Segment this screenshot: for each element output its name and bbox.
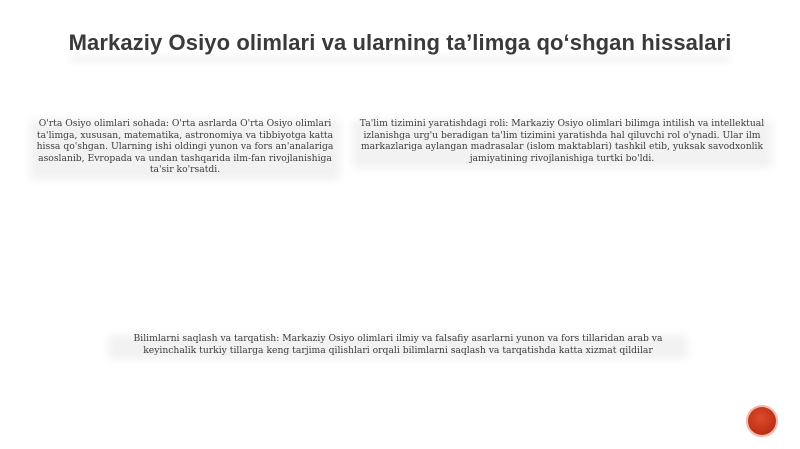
circle-nav-button-icon[interactable] (748, 407, 776, 435)
text-block-scholars: O'rta Osiyo olimlari sohada: O'rta asrlarda O'rta Osiyo olimlari ta'limga, xususan, matematika, astronomiya va tibbiyotga katta hissa qo'shgan. Ularning ishi oldingi yunon va fors an'analariga asoslanib, Evropada va undan tashqarida ilm-fan rivojlanishiga ta'sir ko'rsatdi. (36, 118, 334, 176)
slide-title: Markaziy Osiyo olimlari va ularning ta’limga qo‘shgan hissalari (68, 30, 732, 55)
title-shadow (70, 56, 730, 66)
text-block-knowledge-preservation: Bilimlarni saqlash va tarqatish: Markaziy Osiyo olimlari ilmiy va falsafiy asarlarni yunon va fors tillaridan arab va keyinchalik turkiy tillarga keng tarjima qilishlari orqali bilimlarni saqlash va tarqatishda katta xizmat qildilar (133, 333, 663, 356)
text-block-education-system: Ta'lim tizimini yaratishdagi roli: Markaziy Osiyo olimlari bilimga intilish va intellektual izlanishga urg'u beradigan ta'lim tizimini yaratishda hal qiluvchi rol o'ynadi. Ular ilm markazlariga aylangan madrasalar (islom maktablari) tashkil etib, yuksak savodxonlik jamiyatining rivojlanishiga turtki bo'ldi. (359, 118, 765, 164)
